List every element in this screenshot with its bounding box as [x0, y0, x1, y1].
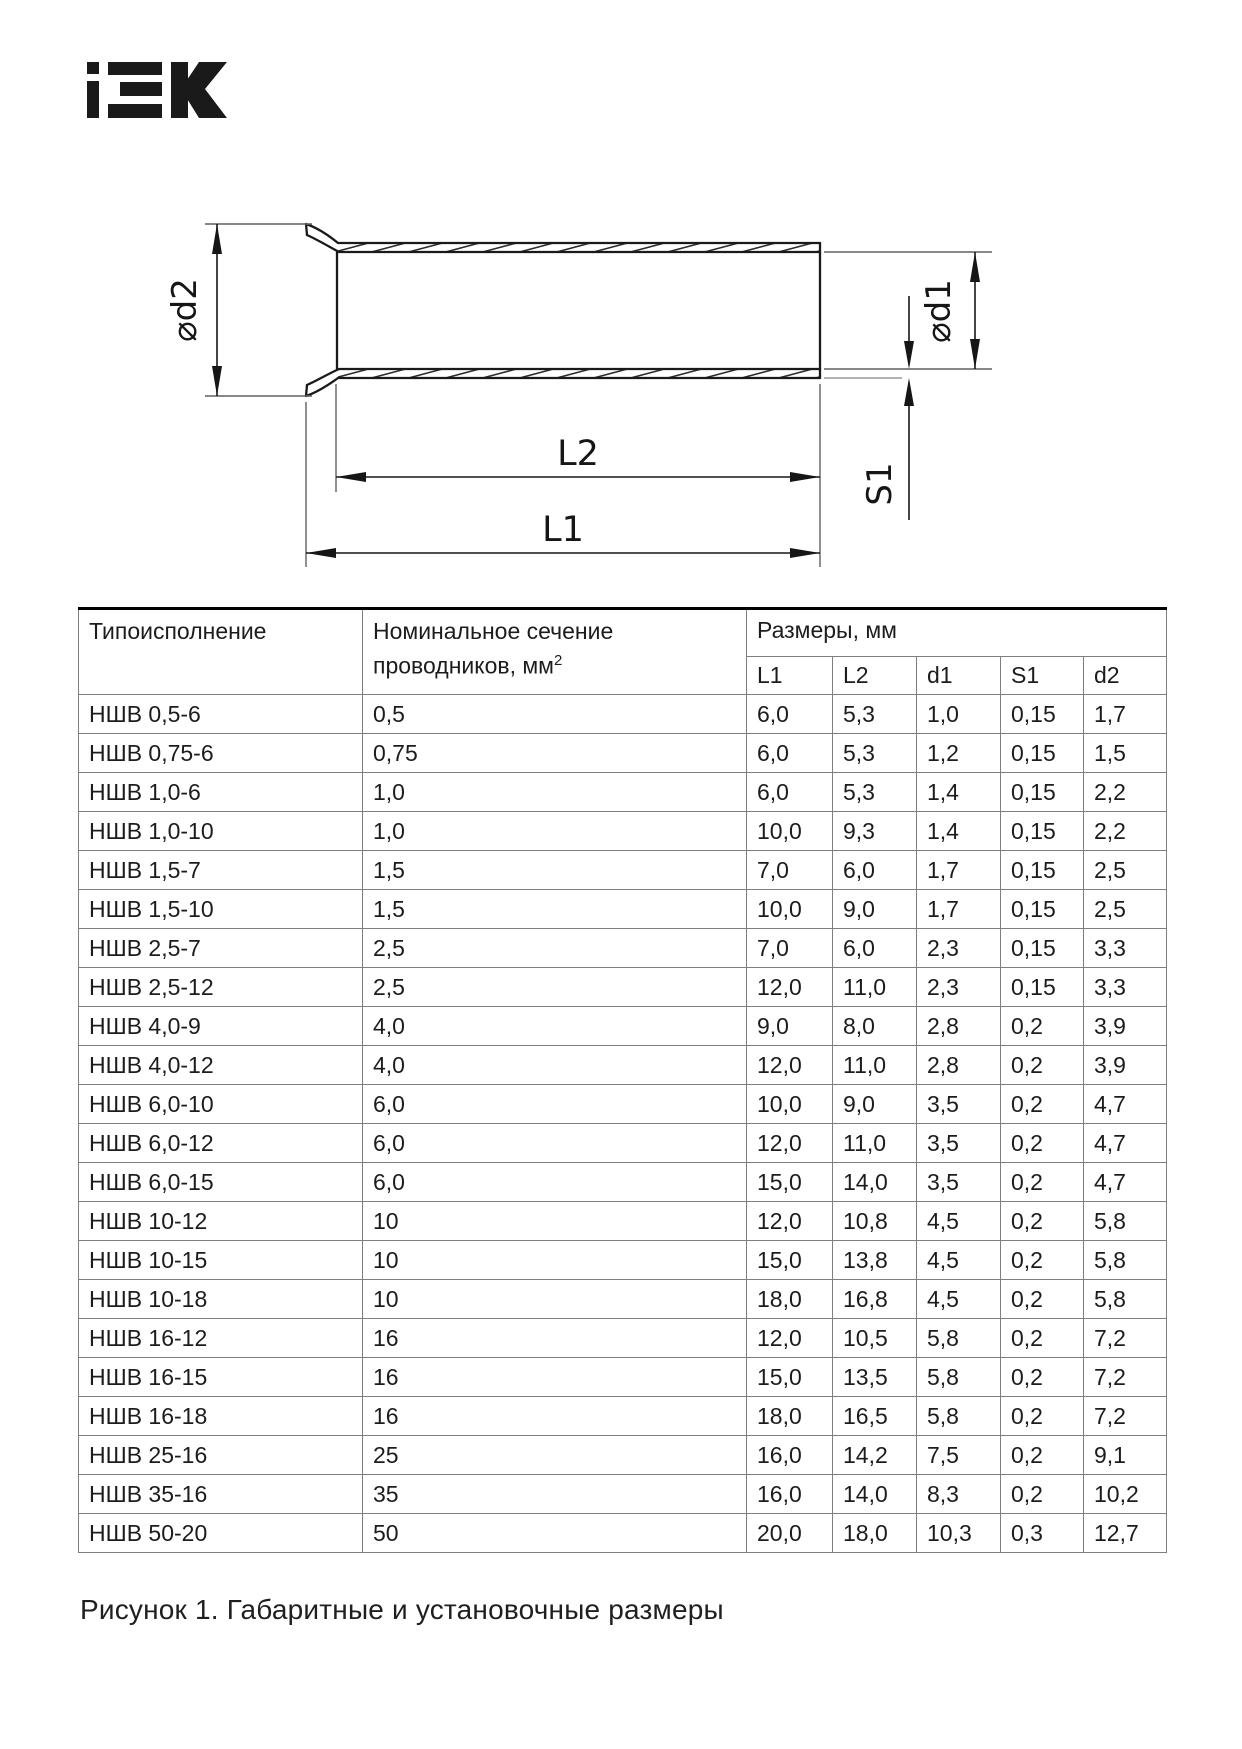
dimension-label-l2: L2 — [557, 434, 599, 474]
table-cell: 5,8 — [917, 1397, 1001, 1436]
table-cell: 0,2 — [1001, 1397, 1084, 1436]
header-l1: L1 — [747, 657, 833, 695]
table-row — [79, 929, 1167, 968]
header-cross-section-line1: Номинальное сечение — [373, 618, 614, 644]
table-cell: 3,5 — [917, 1124, 1001, 1163]
table-cell: 1,7 — [917, 851, 1001, 890]
table-cell: НШВ 2,5-7 — [79, 929, 363, 968]
table-cell: 12,0 — [747, 1202, 833, 1241]
table-cell: НШВ 0,75-6 — [79, 734, 363, 773]
table-cell: 1,4 — [917, 773, 1001, 812]
table-cell: 2,5 — [363, 929, 747, 968]
table-cell: 9,0 — [747, 1007, 833, 1046]
table-cell: 1,5 — [1084, 734, 1167, 773]
table-cell: 50 — [363, 1514, 747, 1553]
table-cell: НШВ 6,0-10 — [79, 1085, 363, 1124]
table-cell: 0,2 — [1001, 1319, 1084, 1358]
table-cell: 1,2 — [917, 734, 1001, 773]
table-cell: 2,2 — [1084, 812, 1167, 851]
dimensions-table — [78, 607, 1167, 1553]
dimension-label-d2: ⌀d2 — [165, 278, 205, 342]
table-cell: 9,0 — [833, 890, 917, 929]
table-cell: 2,5 — [363, 968, 747, 1007]
table-cell: НШВ 4,0-12 — [79, 1046, 363, 1085]
table-cell: 20,0 — [747, 1514, 833, 1553]
table-cell: 4,0 — [363, 1046, 747, 1085]
tube-bottom-wall-hatch — [338, 369, 820, 378]
table-cell: 9,0 — [833, 1085, 917, 1124]
table-cell: 4,5 — [917, 1280, 1001, 1319]
header-l2: L2 — [833, 657, 917, 695]
table-cell: 0,2 — [1001, 1436, 1084, 1475]
table-cell: 0,15 — [1001, 773, 1084, 812]
table-cell: 8,3 — [917, 1475, 1001, 1514]
header-type: Типоисполнение — [79, 609, 363, 695]
table-cell: 1,5 — [363, 890, 747, 929]
table-row — [79, 1046, 1167, 1085]
table-row — [79, 695, 1167, 734]
table-cell: 0,15 — [1001, 968, 1084, 1007]
table-row — [79, 1124, 1167, 1163]
dimension-d2 — [165, 224, 222, 396]
table-cell: 0,2 — [1001, 1241, 1084, 1280]
table-row — [79, 1007, 1167, 1046]
table-row — [79, 1514, 1167, 1553]
table-cell: 3,9 — [1084, 1046, 1167, 1085]
table-cell: 10,8 — [833, 1202, 917, 1241]
table-cell: 4,5 — [917, 1241, 1001, 1280]
table-cell: 2,5 — [1084, 890, 1167, 929]
table-cell: НШВ 10-18 — [79, 1280, 363, 1319]
table-cell: 16 — [363, 1397, 747, 1436]
table-cell: 16,0 — [747, 1475, 833, 1514]
table-cell: 6,0 — [363, 1163, 747, 1202]
table-cell: 4,7 — [1084, 1163, 1167, 1202]
table-cell: 3,5 — [917, 1163, 1001, 1202]
table-cell: 2,3 — [917, 929, 1001, 968]
table-cell: 14,0 — [833, 1475, 917, 1514]
table-cell: 5,8 — [917, 1319, 1001, 1358]
header-d1: d1 — [917, 657, 1001, 695]
table-cell: 12,0 — [747, 1124, 833, 1163]
ferrule-technical-drawing — [0, 0, 1242, 600]
header-cross-section-line2: проводников, мм — [373, 652, 554, 679]
table-cell: 1,7 — [1084, 695, 1167, 734]
table-cell: 12,0 — [747, 1046, 833, 1085]
table-cell: НШВ 6,0-12 — [79, 1124, 363, 1163]
table-cell: 6,0 — [833, 929, 917, 968]
table-row — [79, 1319, 1167, 1358]
table-cell: 16,8 — [833, 1280, 917, 1319]
table-cell: 2,5 — [1084, 851, 1167, 890]
table-cell: 35 — [363, 1475, 747, 1514]
table-cell: 6,0 — [747, 695, 833, 734]
table-row — [79, 1163, 1167, 1202]
table-cell: 6,0 — [833, 851, 917, 890]
table-cell: 1,0 — [363, 812, 747, 851]
table-cell: НШВ 25-16 — [79, 1436, 363, 1475]
table-cell: 10,0 — [747, 1085, 833, 1124]
table-cell: 0,5 — [363, 695, 747, 734]
table-cell: 7,0 — [747, 851, 833, 890]
table-cell: 1,5 — [363, 851, 747, 890]
table-cell: 7,5 — [917, 1436, 1001, 1475]
table-row — [79, 1085, 1167, 1124]
table-cell: 12,0 — [747, 968, 833, 1007]
table-cell: 15,0 — [747, 1163, 833, 1202]
table-cell: НШВ 1,5-7 — [79, 851, 363, 890]
table-cell: 16,5 — [833, 1397, 917, 1436]
table-row — [79, 1241, 1167, 1280]
header-sizes: Размеры, мм — [747, 609, 1167, 657]
tube-top-wall-hatch — [338, 243, 820, 252]
table-cell: 0,75 — [363, 734, 747, 773]
table-cell: 4,0 — [363, 1007, 747, 1046]
table-row — [79, 1397, 1167, 1436]
table-cell: 15,0 — [747, 1358, 833, 1397]
table-cell: 18,0 — [833, 1514, 917, 1553]
table-row — [79, 1475, 1167, 1514]
dimension-d1 — [919, 252, 980, 369]
table-cell: НШВ 6,0-15 — [79, 1163, 363, 1202]
table-cell: 0,3 — [1001, 1514, 1084, 1553]
table-cell: 9,1 — [1084, 1436, 1167, 1475]
table-cell: 16 — [363, 1358, 747, 1397]
table-cell: 4,7 — [1084, 1124, 1167, 1163]
table-cell: 0,2 — [1001, 1358, 1084, 1397]
table-cell: 10,5 — [833, 1319, 917, 1358]
table-cell: 2,8 — [917, 1046, 1001, 1085]
table-cell: 0,15 — [1001, 929, 1084, 968]
table-cell: 0,2 — [1001, 1007, 1084, 1046]
table-row — [79, 968, 1167, 1007]
table-cell: 16,0 — [747, 1436, 833, 1475]
dimension-l1 — [306, 510, 820, 558]
table-cell: 6,0 — [747, 773, 833, 812]
table-row — [79, 851, 1167, 890]
figure-caption: Рисунок 1. Габаритные и установочные размеры — [80, 1594, 724, 1625]
table-cell: 1,0 — [363, 773, 747, 812]
table-cell: НШВ 2,5-12 — [79, 968, 363, 1007]
table-cell: НШВ 16-12 — [79, 1319, 363, 1358]
dimension-s1 — [860, 296, 914, 520]
table-cell: 5,8 — [1084, 1202, 1167, 1241]
table-cell: 5,8 — [917, 1358, 1001, 1397]
table-cell: 6,0 — [363, 1124, 747, 1163]
table-cell: 10,0 — [747, 812, 833, 851]
table-cell: 0,15 — [1001, 734, 1084, 773]
table-row — [79, 773, 1167, 812]
table-cell: 5,3 — [833, 734, 917, 773]
table-cell: 4,5 — [917, 1202, 1001, 1241]
table-cell: 2,8 — [917, 1007, 1001, 1046]
table-cell: 0,2 — [1001, 1085, 1084, 1124]
table-cell: 6,0 — [747, 734, 833, 773]
table-cell: 1,0 — [917, 695, 1001, 734]
table-cell: НШВ 0,5-6 — [79, 695, 363, 734]
table-cell: 10,2 — [1084, 1475, 1167, 1514]
table-row — [79, 1358, 1167, 1397]
table-cell: 7,2 — [1084, 1397, 1167, 1436]
dimension-label-d1: ⌀d1 — [919, 279, 959, 343]
header-d2: d2 — [1084, 657, 1167, 695]
header-s1: S1 — [1001, 657, 1084, 695]
table-cell: 11,0 — [833, 1124, 917, 1163]
table-cell: 10,3 — [917, 1514, 1001, 1553]
table-cell: 1,7 — [917, 890, 1001, 929]
table-cell: 13,8 — [833, 1241, 917, 1280]
table-cell: 7,2 — [1084, 1319, 1167, 1358]
table-cell: 0,15 — [1001, 812, 1084, 851]
table-row — [79, 1202, 1167, 1241]
table-cell: 5,8 — [1084, 1241, 1167, 1280]
table-cell: 0,2 — [1001, 1124, 1084, 1163]
table-cell: 0,2 — [1001, 1280, 1084, 1319]
table-cell: 7,0 — [747, 929, 833, 968]
dimension-label-s1: S1 — [860, 462, 900, 506]
table-cell: 1,4 — [917, 812, 1001, 851]
table-cell: 14,2 — [833, 1436, 917, 1475]
table-row — [79, 1436, 1167, 1475]
table-cell: 12,0 — [747, 1319, 833, 1358]
table-body — [79, 695, 1167, 1553]
table-cell: 5,3 — [833, 695, 917, 734]
table-cell: 0,2 — [1001, 1475, 1084, 1514]
dimension-label-l1: L1 — [542, 510, 584, 550]
extension-lines — [205, 224, 992, 567]
table-cell: 0,15 — [1001, 890, 1084, 929]
header-cross-section — [363, 609, 747, 695]
table-cell: НШВ 1,0-6 — [79, 773, 363, 812]
table-cell: 0,2 — [1001, 1202, 1084, 1241]
table-cell: НШВ 50-20 — [79, 1514, 363, 1553]
table-cell: 7,2 — [1084, 1358, 1167, 1397]
table-cell: 11,0 — [833, 968, 917, 1007]
table-cell: 0,15 — [1001, 695, 1084, 734]
header-cross-section-sup: 2 — [554, 652, 563, 669]
table-cell: НШВ 35-16 — [79, 1475, 363, 1514]
table-cell: 10 — [363, 1280, 747, 1319]
table-cell: 10 — [363, 1202, 747, 1241]
table-cell: НШВ 16-18 — [79, 1397, 363, 1436]
table-cell: 5,8 — [1084, 1280, 1167, 1319]
table-row — [79, 734, 1167, 773]
table-cell: 16 — [363, 1319, 747, 1358]
table-cell: 11,0 — [833, 1046, 917, 1085]
table-cell: 0,2 — [1001, 1046, 1084, 1085]
table-cell: 2,3 — [917, 968, 1001, 1007]
table-cell: 0,2 — [1001, 1163, 1084, 1202]
table-cell: 14,0 — [833, 1163, 917, 1202]
table-cell: 6,0 — [363, 1085, 747, 1124]
table-cell: НШВ 1,0-10 — [79, 812, 363, 851]
table-cell: НШВ 4,0-9 — [79, 1007, 363, 1046]
table-row — [79, 890, 1167, 929]
table-cell: 25 — [363, 1436, 747, 1475]
table-cell: 3,5 — [917, 1085, 1001, 1124]
table-cell: НШВ 10-15 — [79, 1241, 363, 1280]
table-row — [79, 812, 1167, 851]
table-cell: 0,15 — [1001, 851, 1084, 890]
table-cell: 3,3 — [1084, 968, 1167, 1007]
table-cell: 9,3 — [833, 812, 917, 851]
table-cell: 15,0 — [747, 1241, 833, 1280]
table-cell: 8,0 — [833, 1007, 917, 1046]
table-row — [79, 1280, 1167, 1319]
table-cell: 13,5 — [833, 1358, 917, 1397]
table-cell: НШВ 16-15 — [79, 1358, 363, 1397]
table-cell: НШВ 1,5-10 — [79, 890, 363, 929]
table-cell: НШВ 10-12 — [79, 1202, 363, 1241]
table-cell: 3,3 — [1084, 929, 1167, 968]
table-cell: 2,2 — [1084, 773, 1167, 812]
table-cell: 18,0 — [747, 1280, 833, 1319]
table-cell: 18,0 — [747, 1397, 833, 1436]
table-cell: 3,9 — [1084, 1007, 1167, 1046]
table-cell: 5,3 — [833, 773, 917, 812]
table-cell: 10 — [363, 1241, 747, 1280]
table-cell: 4,7 — [1084, 1085, 1167, 1124]
table-cell: 10,0 — [747, 890, 833, 929]
table-cell: 12,7 — [1084, 1514, 1167, 1553]
dimension-l2 — [336, 434, 820, 482]
